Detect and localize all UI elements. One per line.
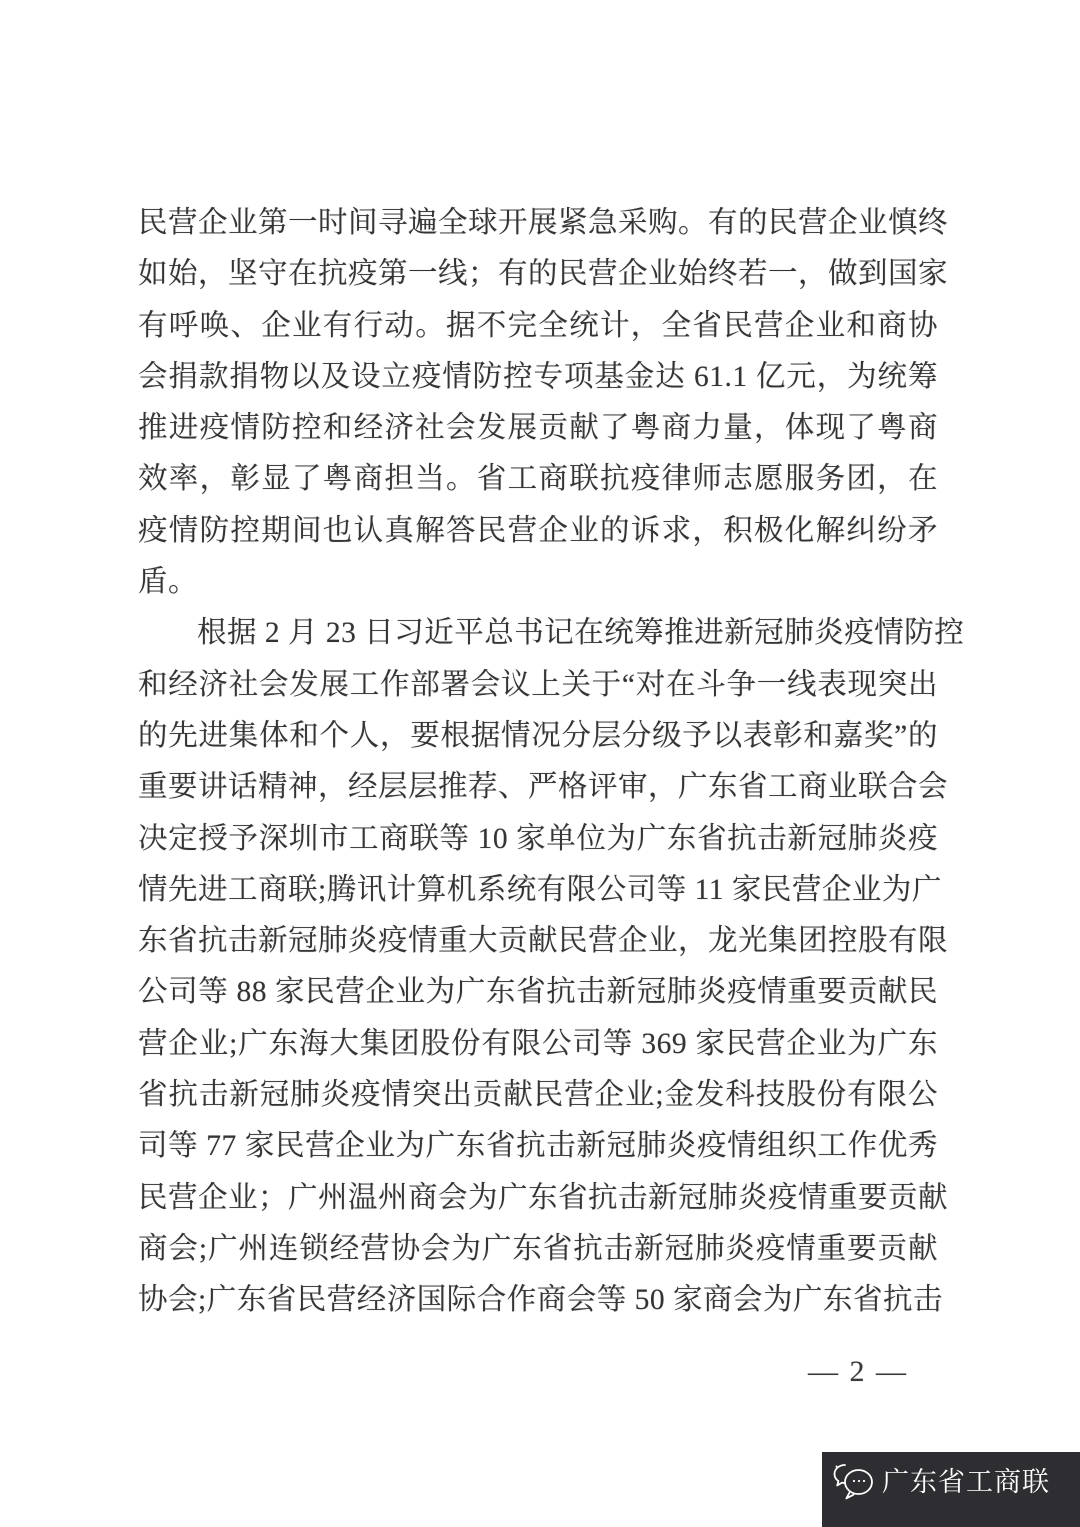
text-line: 东省抗击新冠肺炎疫情重大贡献民营企业，龙光集团控股有限 <box>138 925 949 958</box>
text-line: 推进疫情防控和经济社会发展贡献了粤商力量，体现了粤商 <box>138 412 938 445</box>
account-footer-bar[interactable] <box>822 1452 1080 1527</box>
text-line: 效率，彰显了粤商担当。省工商联抗疫律师志愿服务团，在 <box>138 463 938 496</box>
document-body-text <box>138 198 965 1327</box>
text-line: 情先进工商联;腾讯计算机系统有限公司等 11 家民营企业为广 <box>138 873 942 906</box>
text-line: 有呼唤、企业有行动。据不完全统计，全省民营企业和商协 <box>138 309 938 342</box>
text-line: 如始，坚守在抗疫第一线；有的民营企业始终若一，做到国家 <box>138 258 949 291</box>
text-line: 根据 2 月 23 日习近平总书记在统筹推进新冠肺炎疫情防控 <box>197 617 965 650</box>
text-line: 重要讲话精神，经层层推荐、严格评审，广东省工商业联合会 <box>138 771 949 804</box>
text-line: 疫情防控期间也认真解答民营企业的诉求，积极化解纠纷矛 <box>138 514 938 547</box>
text-line: 民营企业；广州温州商会为广东省抗击新冠肺炎疫情重要贡献 <box>138 1181 949 1214</box>
text-line: 商会;广州连锁经营协会为广东省抗击新冠肺炎疫情重要贡献 <box>138 1232 938 1265</box>
page-number: — 2 — <box>808 1355 908 1388</box>
text-line: 和经济社会发展工作部署会议上关于“对在斗争一线表现突出 <box>138 668 938 701</box>
text-line: 协会;广东省民营经济国际合作商会等 50 家商会为广东省抗击 <box>138 1284 943 1317</box>
account-footer-content <box>832 1460 1050 1504</box>
text-line: 盾。 <box>138 566 199 599</box>
text-line: 司等 77 家民营企业为广东省抗击新冠肺炎疫情组织工作优秀 <box>138 1130 938 1163</box>
text-line: 会捐款捐物以及设立疫情防控专项基金达 61.1 亿元，为统筹 <box>138 360 938 393</box>
text-line: 公司等 88 家民营企业为广东省抗击新冠肺炎疫情重要贡献民 <box>138 976 938 1009</box>
text-line: 省抗击新冠肺炎疫情突出贡献民营企业;金发科技股份有限公 <box>138 1079 938 1112</box>
text-line: 民营企业第一时间寻遍全球开展紧急采购。有的民营企业慎终 <box>138 207 949 239</box>
text-line: 的先进集体和个人，要根据情况分层分级予以表彰和嘉奖”的 <box>138 719 938 752</box>
text-line: 营企业;广东海大集团股份有限公司等 369 家民营企业为广东 <box>138 1027 938 1060</box>
text-line: 决定授予深圳市工商联等 10 家单位为广东省抗击新冠肺炎疫 <box>138 822 938 855</box>
chat-bubbles-icon <box>832 1462 876 1502</box>
account-name: 广东省工商联 <box>882 1467 1050 1497</box>
